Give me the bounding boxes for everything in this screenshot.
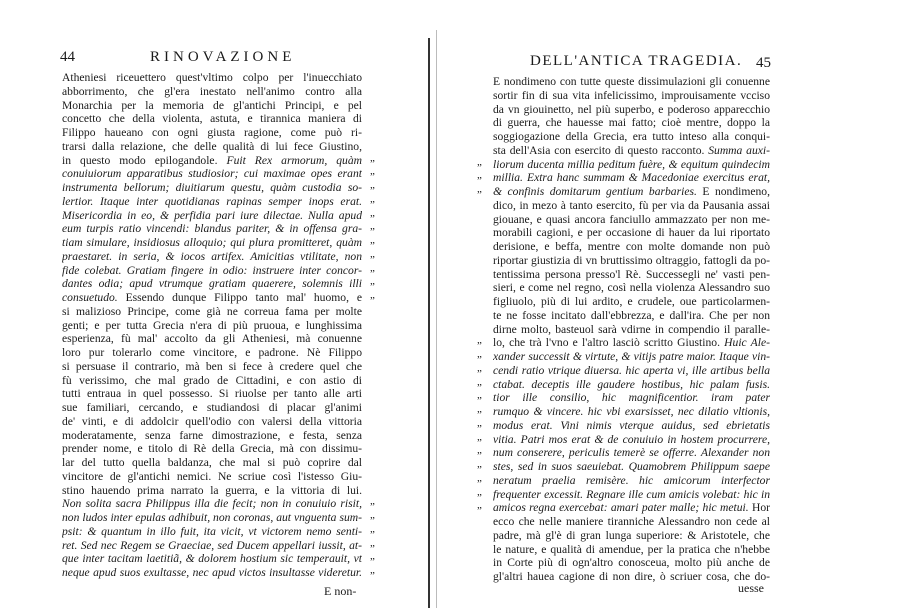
text-line <box>62 511 362 525</box>
text-line <box>493 391 770 405</box>
text-line <box>493 488 770 502</box>
quotation-marker: „ <box>370 564 375 576</box>
text-line <box>493 323 770 337</box>
text-line <box>493 281 770 295</box>
text-line <box>62 415 362 429</box>
text-line <box>493 433 770 447</box>
text-run: trarsi dalla relazione, che delle qualità di lui fece Giustino, <box>62 139 362 153</box>
text-line <box>493 419 770 433</box>
text-line <box>62 236 362 250</box>
text-line <box>62 264 362 278</box>
text-line <box>62 552 362 566</box>
text-line <box>493 405 770 419</box>
text-line <box>493 364 770 378</box>
text-run: genti; e per tutta Grecia n'era di più pruoua, e lunghissima <box>62 318 362 332</box>
italic-quotation: Misericordia in eo, & perfidia pari iure dilectae. Nulla apud <box>62 208 362 222</box>
italic-quotation: frequenter excessit. Regnare ille cum amicis volebat: hic in <box>493 487 770 501</box>
quotation-marker: „ <box>477 361 482 374</box>
text-line <box>62 539 362 553</box>
quotation-marker: „ <box>370 509 375 521</box>
italic-quotation: Fuit Rex armorum, quàm <box>226 153 362 167</box>
text-run: te ne fosse incitato dall'ebbrezza, e dall'ira. Che per non <box>493 308 770 322</box>
text-run: di guerra, che hauesse mai fatto; cioè mentre, doppo la <box>493 116 770 130</box>
text-run: morabili cagioni, e per occasione di hauer da lui riportato <box>493 226 770 240</box>
quotation-marker: „ <box>370 165 375 178</box>
text-line <box>493 75 770 89</box>
italic-quotation: vitia. Patri mos erat & de conuiuio in hostem procurrere, <box>493 432 770 446</box>
right-running-head: DELL'ANTICA TRAGEDIA. <box>530 53 743 69</box>
page-edge-line <box>436 30 437 608</box>
italic-quotation: instrumenta bellorum; diuitiarum questu, quàm custodia so- <box>62 181 362 194</box>
italic-quotation: neratum praelia remisère. hic amicorum interfector <box>493 473 770 487</box>
text-run: Monarchia per la memoria de gl'antichi Principi, e pel <box>62 98 362 112</box>
quotation-marker: „ <box>370 522 375 535</box>
text-line <box>493 556 770 570</box>
text-run: si malizioso Principe, come già ne correua fama per molte <box>62 304 362 318</box>
italic-quotation: que inter tacitam laetitiã, & dolorem hostium sic temperauit, vt <box>62 552 362 566</box>
italic-quotation: praestaret. in seria, & iocos artifex. Amicitias vtilitate, non <box>62 249 362 263</box>
text-run: derisione, e beffa, mentre con molte domande non può <box>493 240 770 253</box>
text-line <box>62 167 362 181</box>
text-line <box>493 199 770 213</box>
quotation-marker: „ <box>370 220 375 233</box>
quotation-marker: „ <box>477 348 482 360</box>
text-run: stino hauendo prima narrato la guerra, e la vittoria di lui. <box>62 483 362 497</box>
text-run: soggiogazione della Grecia, era tutto inteso alla conqui- <box>493 130 770 143</box>
text-line <box>493 240 770 254</box>
text-run: si persuase il contrario, mà ben si fece à credere quel che <box>62 359 362 373</box>
text-run: sieri, e come nel regno, così nella violenza Alessandro suo <box>493 281 770 295</box>
quotation-marker: „ <box>477 155 482 168</box>
text-line <box>62 346 362 360</box>
text-line <box>62 154 362 168</box>
quotation-marker: „ <box>477 485 482 498</box>
text-run: sta dell'Asia con esercito di questo racconto. <box>493 143 709 157</box>
italic-quotation: & confinis domitarum gentium barbaries. <box>493 185 703 198</box>
text-run: ecco che nelle maniere tiranniche Alessandro non cede al <box>493 515 770 528</box>
right-catchword: uesse <box>738 581 764 595</box>
italic-quotation: ctabat. deceptis ille gaudere hostibus, hic palam fusis. <box>493 377 770 391</box>
text-line <box>62 99 362 113</box>
text-run: E nondimeno con tutte queste dissimulazioni gli conuenne <box>493 75 770 88</box>
text-line <box>493 570 770 584</box>
text-run: concetto che della violenta, astuta, e tirannica maniera di <box>62 112 362 126</box>
text-line <box>493 158 770 172</box>
italic-quotation: conuiuiorum apparatibus studiosior; cui maximae opes erant <box>62 167 362 181</box>
text-line <box>62 140 362 154</box>
text-run: gl'altri hauea cagione di non dire, ò scriuer cosa, che do- <box>493 570 770 583</box>
italic-quotation: consuetudo. <box>62 291 126 304</box>
text-line <box>493 378 770 392</box>
book-gutter-line <box>428 38 430 608</box>
quotation-marker: „ <box>370 192 375 205</box>
text-run: vincitore de gl'antichi nemici. Ne scriue così l'istesso Giu- <box>62 469 362 483</box>
text-line <box>62 525 362 539</box>
text-line <box>493 103 770 117</box>
text-line <box>493 350 770 364</box>
text-line <box>493 543 770 557</box>
text-line <box>493 116 770 130</box>
left-page-number: 44 <box>60 49 75 65</box>
text-line <box>493 474 770 488</box>
text-line <box>493 529 770 543</box>
text-run: fù verissimo, che mal grado de Cittadini, e con astio di <box>62 373 362 387</box>
italic-quotation: modus erat. Vini nimis vterque auidus, sed ebrietatis <box>493 418 770 432</box>
italic-quotation: rumquo & vincere. hic vbi exarsisset, nec dilatio vltionis, <box>493 405 770 418</box>
italic-quotation: xander successit & virtute, & vitijs patre maior. Itaque vin- <box>493 350 770 363</box>
quotation-marker: „ <box>477 430 482 443</box>
italic-quotation: cendi ratio vtrique diuersa. hic aperta vi, ille artibus bella <box>493 363 770 377</box>
quotation-marker: „ <box>370 261 375 274</box>
text-line <box>62 484 362 498</box>
text-line <box>493 336 770 350</box>
italic-quotation: millia. Extra hanc summam & Macedoniae exercitus erat, <box>493 171 770 185</box>
text-run: lo, che trà l'vno e l'altro lasciò scritto Giustino. <box>493 336 725 350</box>
italic-quotation: neque apud suos exultasse, nec apud victos insultasse videretur. <box>62 566 362 579</box>
text-line <box>493 144 770 158</box>
italic-quotation: stes, sed in suos saeuiebat. Quamobrem Philippum saepe <box>493 460 770 473</box>
italic-quotation: dantes odia; apud vtrumque gratiam quaerere, solemnis illi <box>62 277 362 291</box>
quotation-marker: „ <box>477 183 482 195</box>
quotation-marker: „ <box>477 416 482 429</box>
text-line <box>62 209 362 223</box>
text-run: de' vinti, e di addolcir quell'odio con valersi della vittoria <box>62 414 362 428</box>
text-run: tutti entraua in quel possesso. Si riuolse per tanto alle arti <box>62 387 362 401</box>
quotation-marker: „ <box>477 334 482 347</box>
text-line <box>62 305 362 319</box>
text-run: Essendo dunque Filippo tanto mal' huomo, e <box>125 291 362 304</box>
text-line <box>62 85 362 99</box>
italic-quotation: tiam simulare, insidiosus alloquio; qui plura promitteret, quàm <box>62 236 362 249</box>
quotation-marker: „ <box>477 375 482 388</box>
text-run: sue familiari, cercando, e studiandosi di placar gl'animi <box>62 401 362 414</box>
text-line <box>493 309 770 323</box>
text-line <box>62 470 362 484</box>
text-line <box>62 497 362 511</box>
quotation-marker: „ <box>370 550 375 563</box>
text-line <box>62 291 362 305</box>
text-line <box>62 456 362 470</box>
text-run: da vn giouinetto, nel più superbo, e poderoso apparecchio <box>493 102 770 116</box>
text-line <box>493 185 770 199</box>
italic-quotation: non ludos inter epulas adhibuit, non coronas, aut vnguenta sum- <box>62 511 362 524</box>
text-line <box>493 226 770 240</box>
text-line <box>62 181 362 195</box>
text-line <box>62 332 362 346</box>
text-run: moderatamente, senza farne dimostrazione, e festa, senza <box>62 428 362 442</box>
quotation-marker: „ <box>477 444 482 457</box>
text-line <box>493 501 770 515</box>
italic-quotation: fide colebat. Gratiam fingere in odio: instruere inter concor- <box>62 263 362 277</box>
text-line <box>62 360 362 374</box>
italic-quotation: amicos regna exercebat: amari pater malle; hic metui. <box>493 501 752 515</box>
quotation-marker: „ <box>477 471 482 484</box>
left-running-head: RINOVAZIONE <box>150 49 296 65</box>
text-line <box>493 130 770 144</box>
text-line <box>62 126 362 140</box>
text-line <box>493 89 770 103</box>
text-run: prender nome, e titolo di Rè della Grecia, mà con dissimu- <box>62 442 362 456</box>
italic-quotation: tior ille consilio, hic magnificentior. iram pater <box>493 391 770 405</box>
italic-quotation: liorum ducenta millia peditum fuère, & equitum quindecim <box>493 157 770 171</box>
text-line <box>62 319 362 333</box>
text-line <box>62 387 362 401</box>
text-line <box>62 112 362 126</box>
right-page-number: 45 <box>756 55 771 71</box>
text-run: esperienza, fù mal' accolto da gli Atheniesi, mà conuenne <box>62 332 362 346</box>
italic-quotation: eum turpis ratio vincendi: blandus pariter, & in offensa gra- <box>62 222 362 236</box>
text-run: tentissima persona presso'l Rè. Successegli ne' vasti pen- <box>493 267 770 281</box>
text-line <box>493 295 770 309</box>
text-run: Filippo haueano con ogni giusta ragione, come può ri- <box>62 126 362 139</box>
text-run: lar del tutto quella baldanza, che mal si può coprire dal <box>62 456 362 469</box>
quotation-marker: „ <box>370 151 375 164</box>
quotation-marker: „ <box>370 275 375 288</box>
text-run: abborrimento, che gl'era inestato nell'animo contro alla <box>62 84 362 98</box>
italic-quotation: Huic Ale- <box>724 336 770 350</box>
text-line <box>493 446 770 460</box>
quotation-marker: „ <box>477 458 482 470</box>
text-run: loro pur tolerarlo come vincitore, e padrone. Nè Filippo <box>62 346 362 359</box>
quotation-marker: „ <box>477 403 482 415</box>
quotation-marker: „ <box>370 495 375 508</box>
text-line <box>62 277 362 291</box>
quotation-marker: „ <box>477 389 482 402</box>
text-run: padre, mà gl'è di gran lunga superiore: & Aristotele, che <box>493 528 770 542</box>
italic-quotation: Non solita sacra Philippus illa die fecit; non in conuiuio risit, <box>62 497 362 511</box>
text-run: riportar giustizia di vn bruttissimo oltraggio, fattogli da po- <box>493 253 770 267</box>
text-line <box>62 401 362 415</box>
text-line <box>493 460 770 474</box>
quotation-marker: „ <box>370 179 375 191</box>
text-run: Hor <box>751 501 770 515</box>
quotation-marker: „ <box>370 206 375 219</box>
text-line <box>62 222 362 236</box>
text-line <box>62 71 362 85</box>
text-line <box>62 374 362 388</box>
italic-quotation: psit: & quantum in illo fuit, ita vicit, vt victorem nemo senti- <box>62 524 362 538</box>
text-line <box>62 195 362 209</box>
text-line <box>493 171 770 185</box>
text-run: giouane, e quasi ancora fanciullo ammazzato per non me- <box>493 212 770 226</box>
text-run: dico, in mezo à tanto esercito, fù per via da Pausania assai <box>493 198 770 212</box>
quotation-marker: „ <box>370 234 375 246</box>
italic-quotation: lertior. Itaque inter quotidianas rapinas semper inops erat. <box>62 194 362 208</box>
quotation-marker: „ <box>370 289 375 301</box>
text-run: le nature, e qualità di amendue, per la pratica che n'hebbe <box>493 542 770 556</box>
italic-quotation: Summa auxi- <box>708 143 770 157</box>
text-line <box>493 515 770 529</box>
text-line <box>62 429 362 443</box>
text-run: sortir fin di sua vita infelicissimo, improuisamente vcciso <box>493 88 770 102</box>
text-run: dirne molto, basteuol sarà vdirne in compendio il paralle- <box>493 322 770 336</box>
quotation-marker: „ <box>477 499 482 512</box>
text-run: Atheniesi riceuettero quest'vltimo colpo per l'inuecchiato <box>62 71 362 84</box>
text-run: E nondimeno, <box>702 185 770 198</box>
text-run: in Corte più di ogn'altro conosceua, molto più anche de <box>493 556 770 570</box>
quotation-marker: „ <box>477 169 482 182</box>
italic-quotation: ret. Sed nec Regem se Graeciae, sed Ducem appellari iussit, at- <box>62 538 362 552</box>
quotation-marker: „ <box>370 536 375 549</box>
text-line <box>493 254 770 268</box>
text-line <box>493 213 770 227</box>
text-run: figliuolo, più di lui ardito, e crudele, oue particolarmen- <box>493 295 770 308</box>
quotation-marker: „ <box>370 247 375 260</box>
italic-quotation: num conserere, periculis temerè se offerre. Alexander non <box>493 446 770 460</box>
text-line <box>62 250 362 264</box>
text-run: in questo modo epilogandole. <box>62 153 227 167</box>
text-line <box>62 442 362 456</box>
text-line <box>62 566 362 580</box>
text-line <box>493 268 770 282</box>
left-catchword: E non- <box>324 584 357 598</box>
